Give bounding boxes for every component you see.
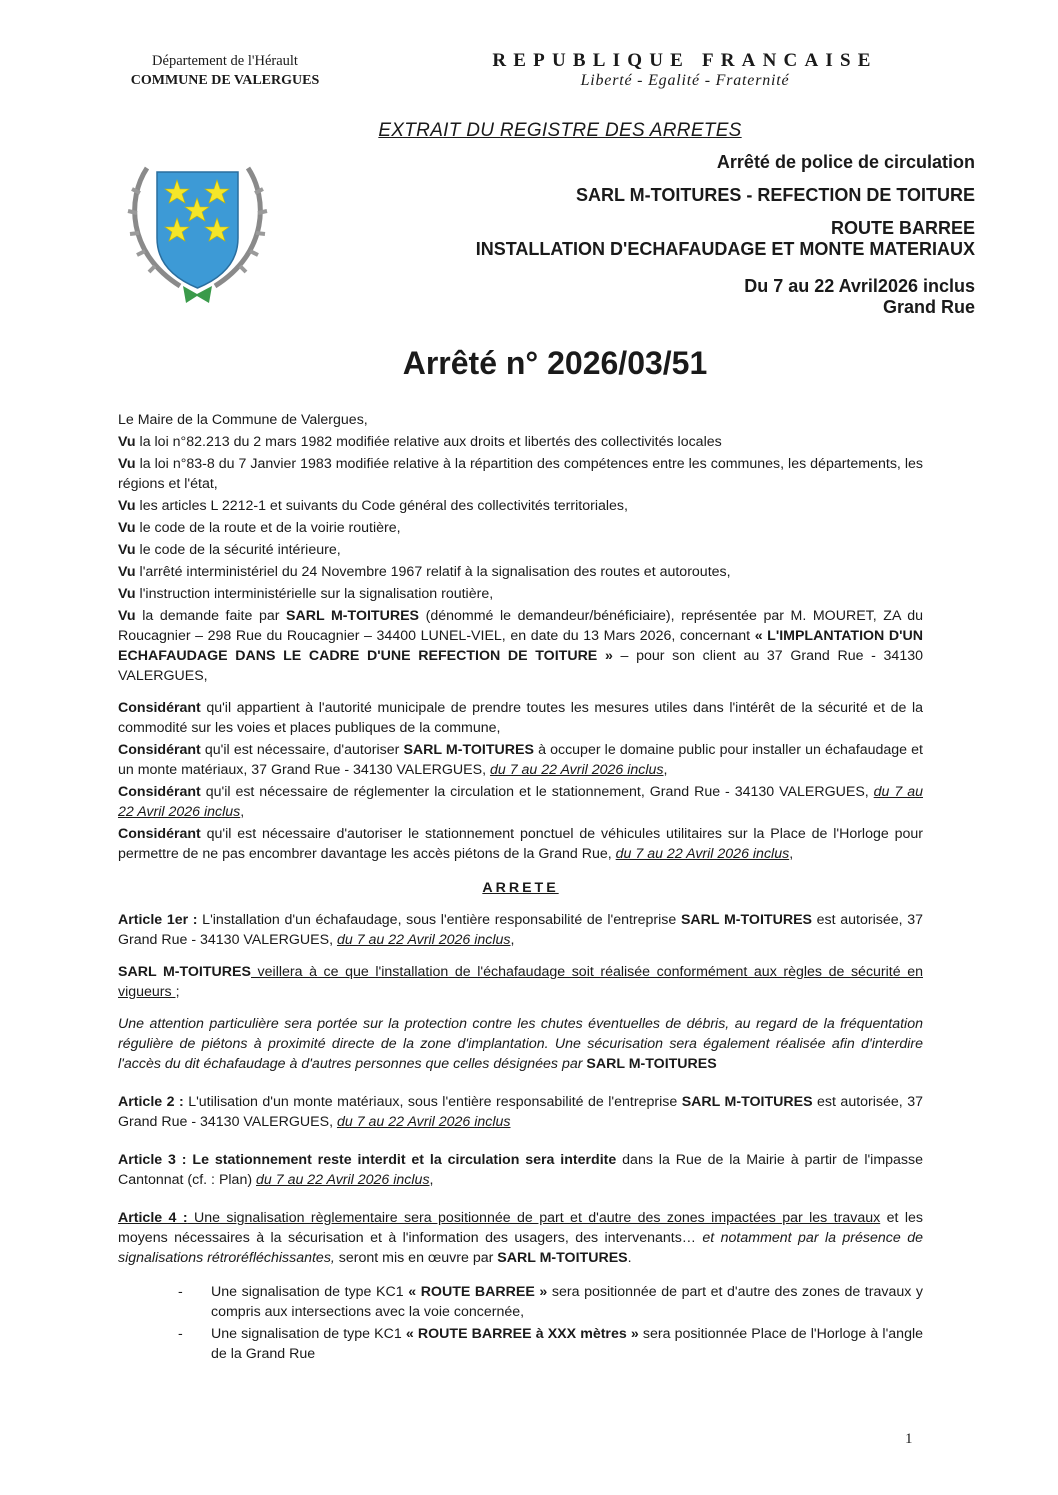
vu-line: Vu l'arrêté interministériel du 24 Novembre 1967 relatif à la signalisation des routes et autoroutes, bbox=[118, 564, 731, 580]
document-body bbox=[118, 410, 923, 1366]
vu-line: Vu l'instruction interministérielle sur la signalisation routière, bbox=[118, 586, 494, 602]
commune-label: COMMUNE DE VALERGUES bbox=[130, 73, 320, 88]
considerant-4: Considérant qu'il est nécessaire d'autoriser le stationnement ponctuel de véhicules utilitaires sur la Place de l'Horloge pour permettre de ne pas encombrer davantage les accès piétons de la Grand Rue, du 7 au 22 Avril 2026 inclus, bbox=[118, 826, 923, 862]
considerant-2: Considérant qu'il est nécessaire, d'autoriser SARL M-TOITURES à occuper le domaine public pour installer un échafaudage et un monte matériaux, 37 Grand Rue - 34130 VALERGUES, du 7 au 22 Avril 2026 inclus, bbox=[118, 742, 923, 778]
republic-header bbox=[425, 50, 945, 90]
list-item: - Une signalisation de type KC1 « ROUTE BARREE à XXX mètres » sera positionnée Place de l'Horloge à l'angle de la Grand Rue bbox=[178, 1326, 924, 1362]
subject-line: SARL M-TOITURES - REFECTION DE TOITURE bbox=[575, 185, 975, 205]
vu-line: Vu le code de la sécurité intérieure, bbox=[118, 542, 341, 558]
article-1-safety: SARL M-TOITURES veillera à ce que l'installation de l'échafaudage soit réalisée conformément aux règles de sécurité en vigueurs ; bbox=[118, 964, 923, 1000]
subject-line: Du 7 au 22 Avril2026 inclus bbox=[744, 276, 975, 296]
article-1-note: Une attention particulière sera portée sur la protection contre les chutes éventuelles de débris, au regard de la fréquentation régulière de piétons à proximité directe de la zone d'implantation. Une sécurisation sera également réalisée afin d'interdire l'accès du dit échafaudage à d'autres personnes que celles désignées par SARL M-TOITURES bbox=[118, 1016, 923, 1072]
subject-line: INSTALLATION D'ECHAFAUDAGE ET MONTE MATERIAUX bbox=[475, 239, 975, 259]
arrete-subject-block bbox=[335, 152, 975, 318]
vu-line: Vu la loi n°83-8 du 7 Janvier 1983 modifiée relative à la répartition des compétences entre les communes, les départements, les régions et l'état, bbox=[118, 456, 923, 492]
signalisation-list bbox=[178, 1282, 923, 1364]
republic-label: REPUBLIQUE FRANCAISE bbox=[492, 50, 878, 71]
article-1: Article 1er : L'installation d'un échafaudage, sous l'entière responsabilité de l'entreprise SARL M-TOITURES est autorisée, 37 Grand Rue - 34130 VALERGUES, du 7 au 22 Avril 2026 inclus, bbox=[118, 912, 923, 948]
subject-line: Arrêté de police de circulation bbox=[716, 152, 975, 172]
subject-line: ROUTE BARREE bbox=[830, 218, 975, 238]
arrete-heading: ARRETE bbox=[482, 880, 559, 896]
motto-label: Liberté - Egalité - Fraternité bbox=[580, 72, 790, 89]
page-number: 1 bbox=[905, 1431, 913, 1447]
extrait-heading: EXTRAIT DU REGISTRE DES ARRETES bbox=[378, 120, 742, 141]
vu-demande: Vu la demande faite par SARL M-TOITURES (dénommé le demandeur/bénéficiaire), représentée par M. MOURET, ZA du Roucagnier – 298 Rue du Roucagnier – 34400 LUNEL-VIEL, en date du 13 Mars 2026, concernant « L'IMPLANTATION D'UN ECHAFAUDAGE DANS LE CADRE D'UNE REFECTION DE TOITURE » – pour son client au 37 Grand Rue - 34130 VALERGUES, bbox=[118, 608, 923, 684]
list-item: - Une signalisation de type KC1 « ROUTE BARREE » sera positionnée de part et d'autre des zones de travaux y compris aux intersections avec la voie concernée, bbox=[178, 1284, 924, 1320]
department-label: Département de l'Hérault bbox=[152, 53, 298, 69]
subject-line: Grand Rue bbox=[882, 297, 975, 317]
arrete-number: Arrêté n° 2026/03/51 bbox=[402, 345, 708, 381]
article-4: Article 4 : Une signalisation règlementaire sera positionnée de part et d'autre des zones impactées par les travaux et les moyens nécessaires à la sécurisation et à l'information des usagers, des intervenants… et notamment par la présence de signalisations rétroréfléchissantes, seront mis en œuvre par SARL M-TOITURES. bbox=[118, 1210, 923, 1266]
article-2: Article 2 : L'utilisation d'un monte matériaux, sous l'entière responsabilité de l'entreprise SARL M-TOITURES est autorisée, 37 Grand Rue - 34130 VALERGUES, du 7 au 22 Avril 2026 inclus bbox=[118, 1094, 923, 1130]
vu-line: Vu les articles L 2212-1 et suivants du Code général des collectivités territoriales, bbox=[118, 498, 628, 514]
department-header bbox=[95, 52, 355, 90]
intro-line: Le Maire de la Commune de Valergues, bbox=[118, 412, 368, 428]
considerant-3: Considérant qu'il est nécessaire de réglementer la circulation et le stationnement, Grand Rue - 34130 VALERGUES, du 7 au 22 Avril 2026 inclus, bbox=[118, 784, 923, 820]
article-3: Article 3 : Le stationnement reste interdit et la circulation sera interdite dans la Rue de la Mairie à partir de l'impasse Cantonnat (cf. : Plan) du 7 au 22 Avril 2026 inclus, bbox=[118, 1152, 924, 1188]
vu-line: Vu le code de la route et de la voirie routière, bbox=[118, 520, 401, 536]
vu-line: Vu la loi n°82.213 du 2 mars 1982 modifiée relative aux droits et libertés des collectivités locales bbox=[118, 434, 722, 450]
commune-crest-icon bbox=[125, 158, 270, 308]
considerant-1: Considérant qu'il appartient à l'autorité municipale de prendre toutes les mesures utiles dans l'intérêt de la sécurité et de la commodité sur les voies et places publiques de la commune, bbox=[118, 700, 923, 736]
